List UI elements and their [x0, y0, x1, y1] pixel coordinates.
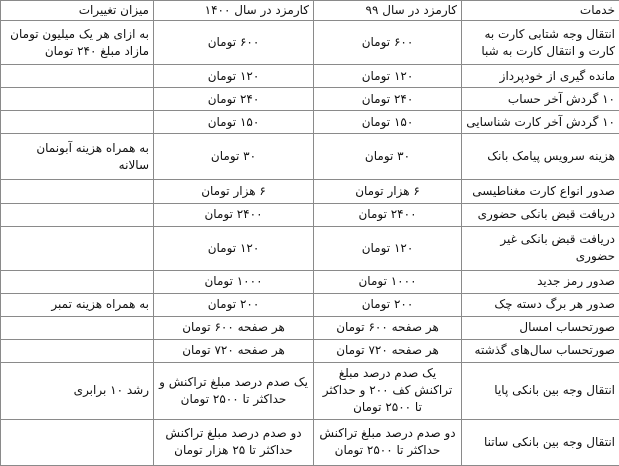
table-row [1, 65, 619, 88]
fee-1400-cell: ۱۰۰۰ تومان [154, 270, 314, 293]
change-cell [1, 180, 154, 203]
table-row [1, 316, 619, 339]
table-row [1, 88, 619, 111]
table-row [1, 203, 619, 226]
fee-99-cell: ۱۲۰ تومان [314, 65, 462, 88]
fee-99-cell: ۲۰۰ تومان [314, 293, 462, 316]
header-change: میزان تغییرات [1, 1, 154, 21]
change-cell [1, 88, 154, 111]
service-cell: دریافت قبض بانکی غیر حضوری [462, 226, 619, 270]
service-cell: انتقال وجه بین بانکی ساتنا [462, 419, 619, 465]
fee-99-cell: یک صدم درصد مبلغ تراکنش کف ۲۰۰ و حداکثر تا ۲۵۰۰ تومان [314, 363, 462, 420]
fee-1400-cell: ۶ هزار تومان [154, 180, 314, 203]
fee-99-cell: ۶ هزار تومان [314, 180, 462, 203]
fee-1400-cell: هر صفحه ۷۲۰ تومان [154, 339, 314, 362]
service-cell: ۱۰ گردش آخر کارت شناسایی [462, 111, 619, 134]
fee-99-cell: ۱۰۰۰ تومان [314, 270, 462, 293]
fee-99-cell: ۲۴۰۰ تومان [314, 203, 462, 226]
change-cell [1, 203, 154, 226]
fee-1400-cell: هر صفحه ۶۰۰ تومان [154, 316, 314, 339]
change-cell [1, 419, 154, 465]
service-cell: دریافت قبض بانکی حضوری [462, 203, 619, 226]
change-cell: رشد ۱۰ برابری [1, 363, 154, 420]
table-row [1, 111, 619, 134]
change-cell [1, 316, 154, 339]
fee-99-cell: ۳۰ تومان [314, 134, 462, 180]
service-cell: صورتحساب سال‌های گذشته [462, 339, 619, 362]
fee-1400-cell: ۳۰ تومان [154, 134, 314, 180]
service-cell: مانده گیری از خودپرداز [462, 65, 619, 88]
service-cell: ۱۰ گردش آخر حساب [462, 88, 619, 111]
service-cell: صورتحساب امسال [462, 316, 619, 339]
table-row [1, 419, 619, 465]
service-cell: صدور رمز جدید [462, 270, 619, 293]
table-row [1, 293, 619, 316]
fee-1400-cell: ۱۲۰ تومان [154, 226, 314, 270]
change-cell: به همراه هزینه آبونمان سالانه [1, 134, 154, 180]
change-cell [1, 270, 154, 293]
service-cell: صدور هر برگ دسته چک [462, 293, 619, 316]
table-row [1, 339, 619, 362]
fee-99-cell: هر صفحه ۶۰۰ تومان [314, 316, 462, 339]
table-row [1, 134, 619, 180]
fee-1400-cell: یک صدم درصد مبلغ تراکنش و حداکثر تا ۲۵۰۰ تومان [154, 363, 314, 420]
change-cell [1, 111, 154, 134]
fee-99-cell: هر صفحه ۷۲۰ تومان [314, 339, 462, 362]
service-cell: انتقال وجه بین بانکی پایا [462, 363, 619, 420]
table-row [1, 226, 619, 270]
service-cell: انتقال وجه شتابی کارت به کارت و انتقال کارت به شبا [462, 21, 619, 65]
fee-1400-cell: ۲۴۰۰ تومان [154, 203, 314, 226]
change-cell: به همراه هزینه تمبر [1, 293, 154, 316]
fee-99-cell: ۲۴۰ تومان [314, 88, 462, 111]
table-row [1, 180, 619, 203]
fee-1400-cell: ۲۰۰ تومان [154, 293, 314, 316]
table-header-row [1, 1, 619, 21]
service-cell: صدور انواع کارت مغناطیسی [462, 180, 619, 203]
change-cell: به ازای هر یک میلیون تومان مازاد مبلغ ۲۴۰ تومان [1, 21, 154, 65]
table-row [1, 21, 619, 65]
fee-99-cell: ۱۲۰ تومان [314, 226, 462, 270]
fee-99-cell: دو صدم درصد مبلغ تراکنش حداکثر تا ۲۵۰۰ تومان [314, 419, 462, 465]
fee-99-cell: ۶۰۰ تومان [314, 21, 462, 65]
table-row [1, 270, 619, 293]
change-cell [1, 339, 154, 362]
fee-1400-cell: ۶۰۰ تومان [154, 21, 314, 65]
change-cell [1, 226, 154, 270]
fee-1400-cell: دو صدم درصد مبلغ تراکنش حداکثر تا ۲۵ هزار تومان [154, 419, 314, 465]
fee-1400-cell: ۱۲۰ تومان [154, 65, 314, 88]
fee-1400-cell: ۲۴۰ تومان [154, 88, 314, 111]
table-row [1, 363, 619, 420]
fee-1400-cell: ۱۵۰ تومان [154, 111, 314, 134]
fee-99-cell: ۱۵۰ تومان [314, 111, 462, 134]
header-service: خدمات [462, 1, 619, 21]
header-fee-99: کارمزد در سال ۹۹ [314, 1, 462, 21]
header-fee-1400: کارمزد در سال ۱۴۰۰ [154, 1, 314, 21]
service-cell: هزینه سرویس پیامک بانک [462, 134, 619, 180]
change-cell [1, 65, 154, 88]
